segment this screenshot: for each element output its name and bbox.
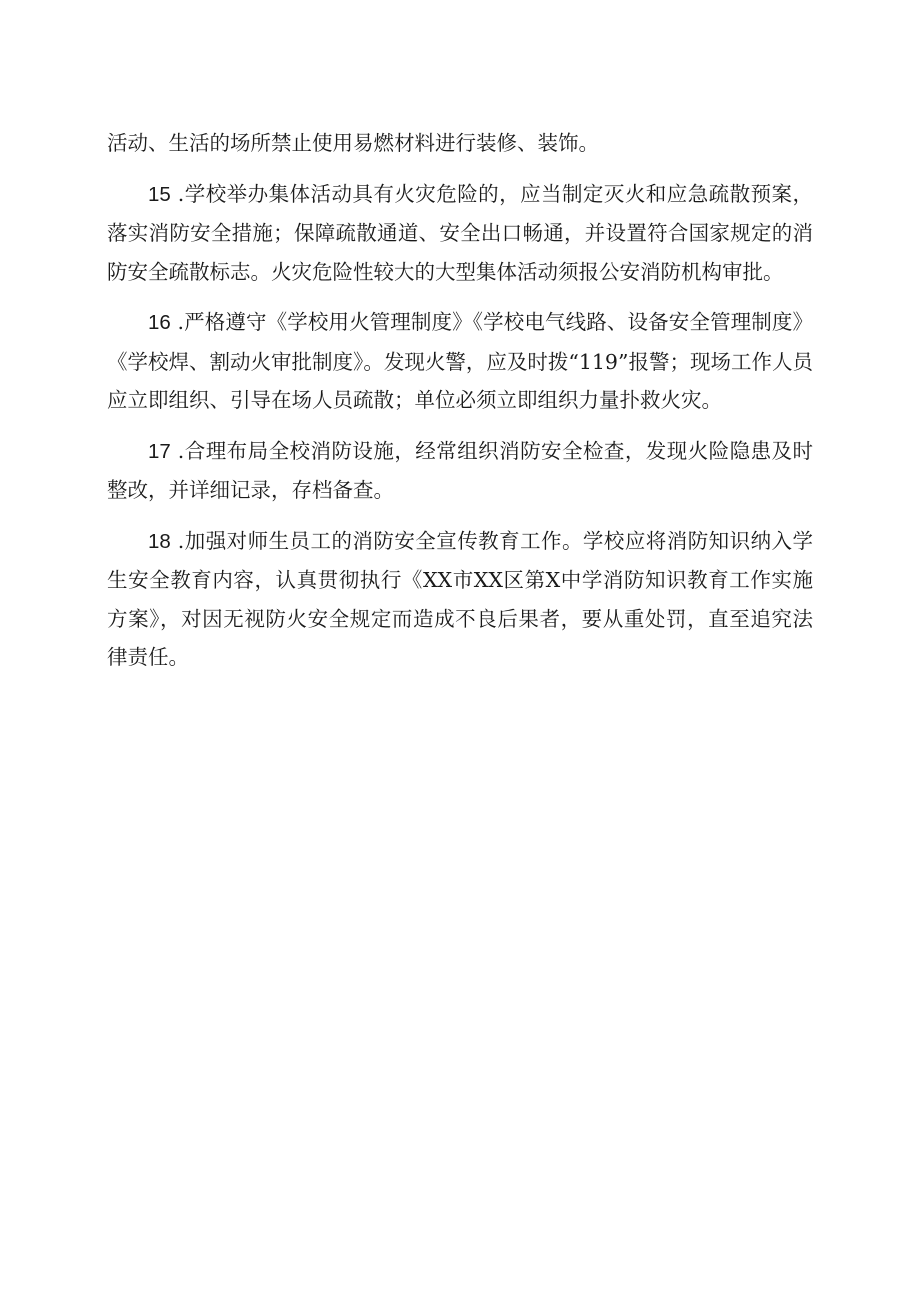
paragraph-continuation (107, 124, 813, 163)
paragraph-text: .严格遵守《学校用火管理制度》《学校电气线路、设备安全管理制度》《学校焊、割动火审批制度》。发现火警，应及时拨“119”报警；现场工作人员应立即组织、引导在场人员疏散；单位必须立即组织力量扑救火灾。 (107, 310, 813, 412)
paragraph-item-18 (107, 522, 813, 677)
paragraph-text: .合理布局全校消防设施，经常组织消防安全检查，发现火险隐患及时整改，并详细记录，存档备查。 (107, 438, 813, 502)
item-number: 17 (148, 439, 171, 463)
paragraph-text: .学校举办集体活动具有火灾危险的，应当制定灭火和应急疏散预案，落实消防安全措施；保障疏散通道、安全出口畅通，并设置符合国家规定的消防安全疏散标志。火灾危险性较大的大型集体活动须报公安消防机构审批。 (107, 181, 813, 284)
document-body (107, 124, 813, 677)
paragraph-text: .加强对师生员工的消防安全宣传教育工作。学校应将消防知识纳入学生安全教育内容，认真贯彻执行《XX市XX区第X中学消防知识教育工作实施方案》，对因无视防火安全规定而造成不良后果者，要从重处罚，直至追究法律责任。 (107, 528, 813, 669)
paragraph-text: 活动、生活的场所禁止使用易燃材料进行装修、装饰。 (107, 131, 599, 155)
item-number: 18 (148, 529, 171, 553)
paragraph-item-16 (107, 303, 813, 420)
item-number: 16 (148, 311, 171, 334)
item-number: 15 (148, 182, 171, 206)
paragraph-item-17 (107, 432, 813, 510)
paragraph-item-15 (107, 175, 813, 292)
